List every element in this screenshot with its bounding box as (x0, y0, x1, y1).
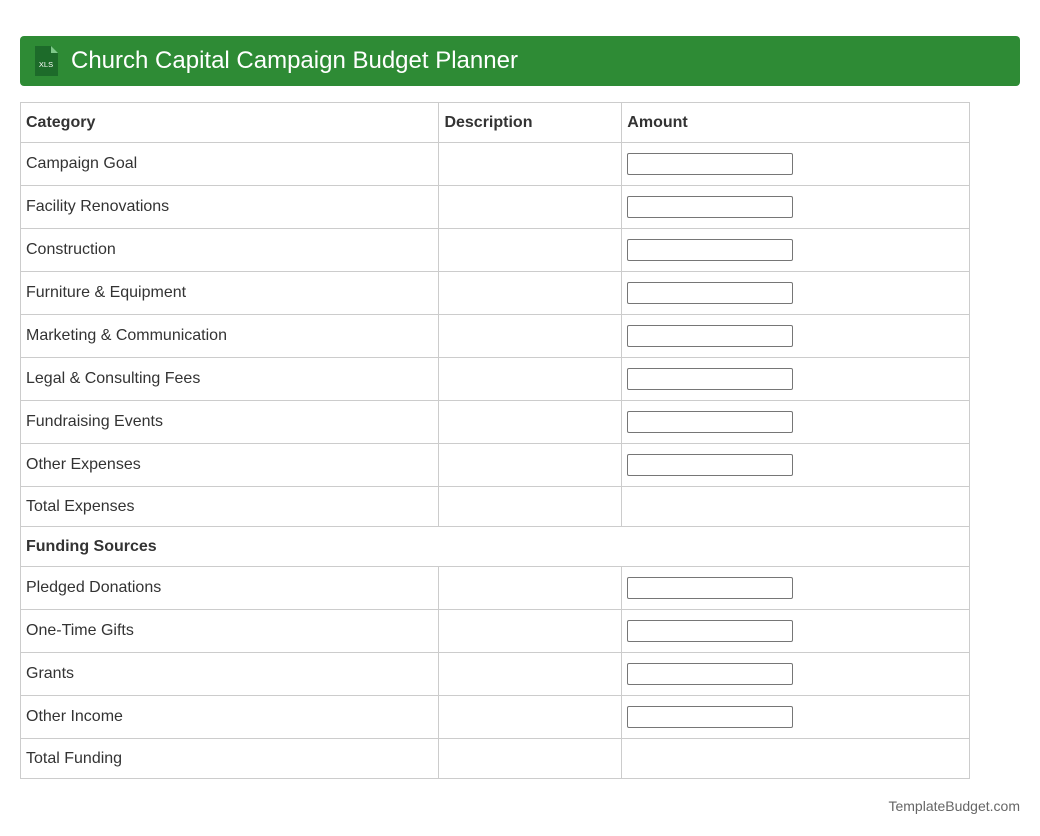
description-cell (439, 653, 622, 696)
facility-renovations-amount-input[interactable] (627, 196, 793, 218)
column-header-category: Category (21, 103, 439, 143)
total-expenses-label: Total Expenses (21, 487, 439, 527)
description-cell (439, 444, 622, 487)
description-cell (439, 143, 622, 186)
description-cell (439, 229, 622, 272)
amount-cell (622, 229, 970, 272)
description-cell (439, 739, 622, 779)
xls-file-icon (32, 45, 60, 77)
pledged-donations-amount-input[interactable] (627, 577, 793, 599)
table-row (21, 610, 970, 653)
amount-cell (622, 143, 970, 186)
table-row (21, 401, 970, 444)
amount-cell (622, 315, 970, 358)
total-expenses-row (21, 487, 970, 527)
description-cell (439, 487, 622, 527)
total-expenses-value (622, 487, 970, 527)
other-income-amount-input[interactable] (627, 706, 793, 728)
description-cell (439, 610, 622, 653)
table-row (21, 272, 970, 315)
category-cell: Fundraising Events (21, 401, 439, 444)
description-cell (439, 186, 622, 229)
campaign-goal-amount-input[interactable] (627, 153, 793, 175)
table-row (21, 444, 970, 487)
category-cell: Marketing & Communication (21, 315, 439, 358)
amount-cell (622, 358, 970, 401)
category-cell: Grants (21, 653, 439, 696)
grants-amount-input[interactable] (627, 663, 793, 685)
category-cell: Campaign Goal (21, 143, 439, 186)
one-time-gifts-amount-input[interactable] (627, 620, 793, 642)
total-funding-row (21, 739, 970, 779)
fundraising-events-amount-input[interactable] (627, 411, 793, 433)
category-cell: Pledged Donations (21, 567, 439, 610)
footer-brand-link[interactable]: TemplateBudget.com (888, 798, 1020, 814)
table-row (21, 229, 970, 272)
category-cell: One-Time Gifts (21, 610, 439, 653)
description-cell (439, 696, 622, 739)
table-row (21, 186, 970, 229)
table-row (21, 143, 970, 186)
amount-cell (622, 401, 970, 444)
funding-section-heading: Funding Sources (21, 527, 970, 567)
legal-consulting-fees-amount-input[interactable] (627, 368, 793, 390)
funding-section-row (21, 527, 970, 567)
other-expenses-amount-input[interactable] (627, 454, 793, 476)
header-bar (20, 36, 1020, 86)
category-cell: Furniture & Equipment (21, 272, 439, 315)
table-row (21, 567, 970, 610)
category-cell: Facility Renovations (21, 186, 439, 229)
total-funding-label: Total Funding (21, 739, 439, 779)
table-row (21, 653, 970, 696)
budget-table (20, 102, 970, 779)
table-row (21, 315, 970, 358)
amount-cell (622, 272, 970, 315)
page-title: Church Capital Campaign Budget Planner (71, 47, 518, 74)
furniture-equipment-amount-input[interactable] (627, 282, 793, 304)
amount-cell (622, 696, 970, 739)
amount-cell (622, 186, 970, 229)
construction-amount-input[interactable] (627, 239, 793, 261)
marketing-communication-amount-input[interactable] (627, 325, 793, 347)
table-header-row (21, 103, 970, 143)
description-cell (439, 315, 622, 358)
amount-cell (622, 610, 970, 653)
xls-icon-label: XLS (38, 60, 54, 69)
category-cell: Other Income (21, 696, 439, 739)
description-cell (439, 567, 622, 610)
description-cell (439, 401, 622, 444)
category-cell: Construction (21, 229, 439, 272)
column-header-amount: Amount (622, 103, 970, 143)
amount-cell (622, 444, 970, 487)
total-funding-value (622, 739, 970, 779)
description-cell (439, 358, 622, 401)
category-cell: Legal & Consulting Fees (21, 358, 439, 401)
amount-cell (622, 653, 970, 696)
category-cell: Other Expenses (21, 444, 439, 487)
column-header-description: Description (439, 103, 622, 143)
table-row (21, 696, 970, 739)
table-row (21, 358, 970, 401)
description-cell (439, 272, 622, 315)
amount-cell (622, 567, 970, 610)
